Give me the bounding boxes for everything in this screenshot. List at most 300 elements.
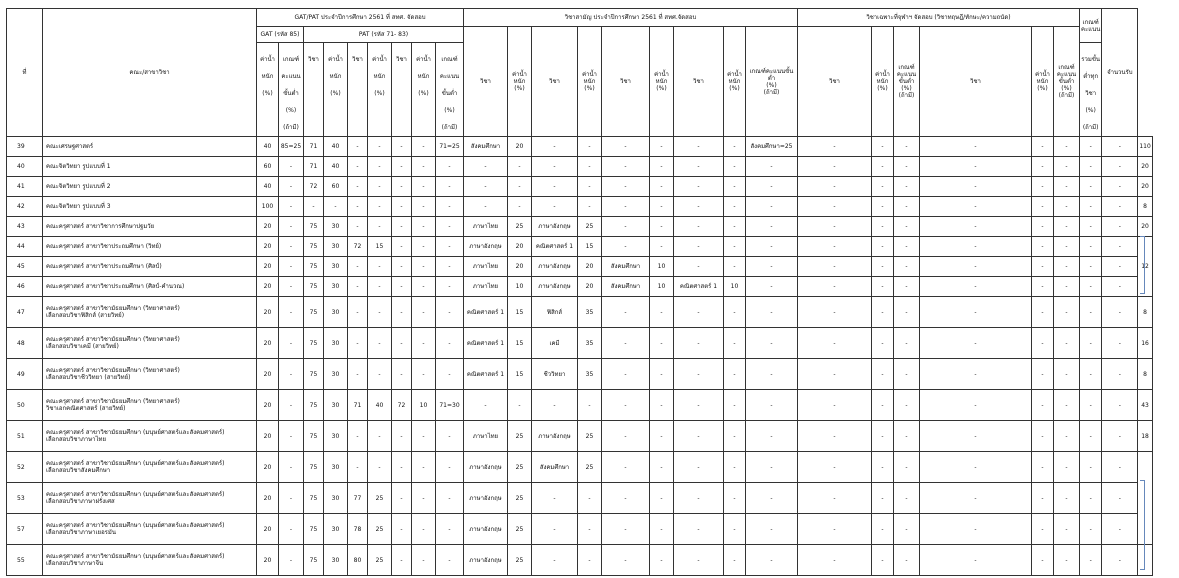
criteria-cell: - bbox=[532, 197, 578, 217]
criteria-cell: - bbox=[798, 157, 872, 177]
criteria-cell: 75 bbox=[304, 452, 324, 483]
criteria-cell: - bbox=[279, 483, 304, 514]
criteria-cell: - bbox=[724, 390, 746, 421]
header-subject: วิชา bbox=[348, 43, 368, 137]
header-min-score: เกณฑ์คะแนนขั้นต่ำ (%) (ถ้ามี) bbox=[1054, 27, 1080, 137]
criteria-cell: - bbox=[464, 197, 508, 217]
criteria-cell: - bbox=[1080, 277, 1102, 297]
criteria-cell: - bbox=[920, 217, 1032, 237]
criteria-cell: - bbox=[1102, 157, 1138, 177]
criteria-cell: - bbox=[920, 137, 1032, 157]
criteria-cell: - bbox=[1102, 137, 1138, 157]
faculty-line: คณะครุศาสตร์ สาขาวิชามัธยมศึกษา (มนุษย์ศาสตร์และสังคมศาสตร์) bbox=[46, 522, 225, 529]
criteria-cell: 25 bbox=[578, 217, 602, 237]
criteria-cell: - bbox=[279, 390, 304, 421]
criteria-cell: - bbox=[920, 483, 1032, 514]
criteria-cell: - bbox=[578, 483, 602, 514]
criteria-cell: - bbox=[1054, 157, 1080, 177]
criteria-cell: - bbox=[368, 359, 392, 390]
criteria-cell: - bbox=[368, 452, 392, 483]
criteria-cell: - bbox=[650, 297, 674, 328]
row-number: 47 bbox=[7, 297, 43, 328]
header-faculty: คณะ/สาขาวิชา bbox=[43, 9, 257, 137]
criteria-cell: - bbox=[1080, 483, 1102, 514]
faculty-line: วิชาเอกคณิตศาสตร์ (สายวิทย์) bbox=[46, 405, 126, 412]
criteria-cell: 25 bbox=[368, 514, 392, 545]
criteria-cell: - bbox=[392, 197, 412, 217]
seats-cell: 20 bbox=[1138, 177, 1152, 197]
table-row bbox=[7, 421, 1153, 452]
criteria-cell: - bbox=[392, 514, 412, 545]
criteria-cell: - bbox=[348, 328, 368, 359]
criteria-cell: - bbox=[392, 217, 412, 237]
seats-cell: 8 bbox=[1138, 197, 1152, 217]
criteria-cell: - bbox=[674, 452, 724, 483]
header-min-score: เกณฑ์คะแนนขั้นต่ำ (%) (ถ้ามี) bbox=[746, 27, 798, 137]
row-number: 50 bbox=[7, 390, 43, 421]
criteria-cell: - bbox=[872, 297, 894, 328]
criteria-cell: 25 bbox=[368, 545, 392, 576]
criteria-cell: - bbox=[1032, 545, 1054, 576]
criteria-cell: - bbox=[746, 237, 798, 257]
criteria-cell: - bbox=[1032, 514, 1054, 545]
criteria-cell: - bbox=[348, 137, 368, 157]
criteria-cell: - bbox=[392, 359, 412, 390]
criteria-cell: - bbox=[920, 452, 1032, 483]
faculty-cell bbox=[43, 545, 257, 576]
criteria-cell: - bbox=[436, 514, 464, 545]
criteria-cell: - bbox=[894, 483, 920, 514]
criteria-cell: - bbox=[508, 197, 532, 217]
criteria-cell: - bbox=[872, 390, 894, 421]
criteria-cell: - bbox=[920, 359, 1032, 390]
criteria-cell: 20 bbox=[578, 277, 602, 297]
criteria-cell: - bbox=[1102, 257, 1138, 277]
criteria-cell: - bbox=[279, 177, 304, 197]
row-number: 49 bbox=[7, 359, 43, 390]
criteria-cell: ภาษาอังกฤษ bbox=[464, 545, 508, 576]
criteria-cell: - bbox=[872, 359, 894, 390]
faculty-cell bbox=[43, 157, 257, 177]
criteria-cell: - bbox=[798, 197, 872, 217]
criteria-cell: - bbox=[674, 328, 724, 359]
table-row bbox=[7, 297, 1153, 328]
criteria-cell: - bbox=[746, 177, 798, 197]
criteria-cell: - bbox=[920, 237, 1032, 257]
criteria-cell: คณิตศาสตร์ 1 bbox=[464, 328, 508, 359]
criteria-cell: - bbox=[324, 197, 348, 217]
criteria-cell: - bbox=[464, 177, 508, 197]
criteria-cell: - bbox=[872, 197, 894, 217]
criteria-cell: - bbox=[872, 514, 894, 545]
criteria-cell: - bbox=[798, 237, 872, 257]
criteria-cell: 60 bbox=[324, 177, 348, 197]
criteria-cell: - bbox=[1032, 257, 1054, 277]
criteria-cell: - bbox=[436, 197, 464, 217]
criteria-cell: ภาษาอังกฤษ bbox=[532, 421, 578, 452]
criteria-cell: - bbox=[724, 359, 746, 390]
criteria-cell: 10 bbox=[650, 277, 674, 297]
criteria-cell: - bbox=[1080, 328, 1102, 359]
header-weight: ค่าน้ำหนัก (%) bbox=[508, 27, 532, 137]
criteria-cell: 75 bbox=[304, 297, 324, 328]
criteria-cell: 71 bbox=[304, 157, 324, 177]
faculty-cell bbox=[43, 217, 257, 237]
header-subject: วิชา bbox=[464, 27, 508, 137]
criteria-cell: 10 bbox=[412, 390, 436, 421]
criteria-cell: 75 bbox=[304, 277, 324, 297]
criteria-cell: 35 bbox=[578, 297, 602, 328]
header-weight: ค่าน้ำหนัก (%) bbox=[650, 27, 674, 137]
criteria-cell: 20 bbox=[257, 390, 279, 421]
criteria-cell: 30 bbox=[324, 514, 348, 545]
header-gatpat-group: GAT/PAT ประจำปีการศึกษา 2561 ที่ สทศ. จัดสอบ bbox=[257, 9, 464, 27]
criteria-cell: 25 bbox=[508, 483, 532, 514]
criteria-cell: 10 bbox=[650, 257, 674, 277]
criteria-cell: - bbox=[724, 297, 746, 328]
criteria-cell: 20 bbox=[257, 359, 279, 390]
faculty-line: คณะครุศาสตร์ สาขาวิชามัธยมศึกษา (มนุษย์ศาสตร์และสังคมศาสตร์) bbox=[46, 460, 225, 467]
header-no: ที่ bbox=[7, 9, 43, 137]
criteria-cell: - bbox=[1032, 217, 1054, 237]
table-row bbox=[7, 197, 1153, 217]
criteria-cell: - bbox=[279, 277, 304, 297]
criteria-cell: - bbox=[894, 328, 920, 359]
criteria-cell: - bbox=[746, 421, 798, 452]
row-number: 42 bbox=[7, 197, 43, 217]
criteria-cell: 35 bbox=[578, 359, 602, 390]
criteria-cell: - bbox=[650, 197, 674, 217]
criteria-cell: - bbox=[746, 483, 798, 514]
header-min-score: เกณฑ์คะแนนขั้นต่ำ (%) (ถ้ามี) bbox=[436, 43, 464, 137]
criteria-cell: - bbox=[894, 545, 920, 576]
faculty-line: คณะครุศาสตร์ สาขาวิชามัธยมศึกษา (มนุษย์ศาสตร์และสังคมศาสตร์) bbox=[46, 429, 225, 436]
criteria-cell: - bbox=[436, 277, 464, 297]
criteria-cell: - bbox=[532, 483, 578, 514]
criteria-cell: - bbox=[436, 452, 464, 483]
criteria-cell: - bbox=[798, 514, 872, 545]
criteria-cell: - bbox=[746, 452, 798, 483]
criteria-cell: - bbox=[746, 328, 798, 359]
header-criteria-group: เกณฑ์คะแนน bbox=[1080, 9, 1102, 43]
criteria-cell: - bbox=[1102, 197, 1138, 217]
header-weight: ค่าน้ำหนัก (%) bbox=[724, 27, 746, 137]
criteria-cell: - bbox=[1032, 421, 1054, 452]
criteria-cell: - bbox=[1032, 390, 1054, 421]
criteria-cell: - bbox=[894, 359, 920, 390]
criteria-cell: คณิตศาสตร์ 1 bbox=[674, 277, 724, 297]
criteria-cell: 77 bbox=[348, 483, 368, 514]
criteria-cell: - bbox=[920, 177, 1032, 197]
table-row bbox=[7, 514, 1153, 545]
criteria-cell: - bbox=[798, 359, 872, 390]
seats-cell: 18 bbox=[1138, 421, 1152, 452]
criteria-cell: - bbox=[674, 483, 724, 514]
criteria-cell: - bbox=[724, 483, 746, 514]
table-row bbox=[7, 257, 1153, 277]
criteria-cell: - bbox=[304, 197, 324, 217]
criteria-cell: 75 bbox=[304, 514, 324, 545]
criteria-cell: - bbox=[348, 421, 368, 452]
faculty-line: คณะครุศาสตร์ สาขาวิชามัธยมศึกษา (วิทยาศาสตร์) bbox=[46, 336, 180, 343]
criteria-cell: - bbox=[1054, 277, 1080, 297]
criteria-cell: - bbox=[436, 217, 464, 237]
criteria-cell: - bbox=[1080, 421, 1102, 452]
criteria-cell: - bbox=[412, 197, 436, 217]
criteria-cell: ภาษาไทย bbox=[464, 217, 508, 237]
criteria-cell: - bbox=[602, 390, 650, 421]
criteria-cell: - bbox=[1080, 545, 1102, 576]
criteria-cell: - bbox=[412, 545, 436, 576]
criteria-cell: - bbox=[532, 545, 578, 576]
criteria-cell: - bbox=[602, 328, 650, 359]
criteria-cell: - bbox=[392, 421, 412, 452]
criteria-cell: - bbox=[436, 297, 464, 328]
criteria-cell: 40 bbox=[324, 157, 348, 177]
seats-cell: 43 bbox=[1138, 390, 1152, 421]
criteria-cell: - bbox=[279, 514, 304, 545]
header-weight: ค่าน้ำหนัก (%) bbox=[412, 43, 436, 137]
criteria-cell: - bbox=[724, 217, 746, 237]
criteria-cell: 25 bbox=[508, 452, 532, 483]
criteria-cell: - bbox=[1102, 452, 1138, 483]
criteria-cell: - bbox=[436, 359, 464, 390]
criteria-cell: - bbox=[392, 277, 412, 297]
seats-group-bracket bbox=[1140, 236, 1145, 294]
criteria-cell: - bbox=[1054, 217, 1080, 237]
faculty-cell bbox=[43, 483, 257, 514]
faculty-line: คณะครุศาสตร์ สาขาวิชามัธยมศึกษา (วิทยาศาสตร์) bbox=[46, 305, 180, 312]
criteria-cell: ภาษาไทย bbox=[464, 257, 508, 277]
criteria-cell: - bbox=[746, 359, 798, 390]
criteria-cell: - bbox=[508, 390, 532, 421]
faculty-line: คณะครุศาสตร์ สาขาวิชาการศึกษาปฐมวัย bbox=[46, 223, 155, 230]
criteria-cell: - bbox=[650, 545, 674, 576]
header-pat: PAT (รหัส 71- 83) bbox=[304, 27, 464, 43]
criteria-cell: - bbox=[1054, 483, 1080, 514]
criteria-cell: - bbox=[392, 137, 412, 157]
faculty-line: คณะจิตวิทยา รูปแบบที่ 1 bbox=[46, 163, 111, 170]
faculty-cell bbox=[43, 514, 257, 545]
table-row bbox=[7, 483, 1153, 514]
criteria-cell: - bbox=[746, 297, 798, 328]
criteria-cell: 78 bbox=[348, 514, 368, 545]
faculty-cell bbox=[43, 328, 257, 359]
header-subject: วิชา bbox=[392, 43, 412, 137]
header-seats: จำนวนรับ bbox=[1102, 9, 1138, 137]
criteria-cell: - bbox=[650, 514, 674, 545]
criteria-cell: - bbox=[464, 157, 508, 177]
criteria-cell: ภาษาอังกฤษ bbox=[464, 514, 508, 545]
criteria-cell: - bbox=[872, 177, 894, 197]
criteria-cell: - bbox=[412, 452, 436, 483]
criteria-cell: - bbox=[368, 177, 392, 197]
criteria-cell: 25 bbox=[508, 545, 532, 576]
criteria-cell: - bbox=[412, 328, 436, 359]
criteria-cell: - bbox=[872, 277, 894, 297]
faculty-line: คณะครุศาสตร์ สาขาวิชาประถมศึกษา (วิทย์) bbox=[46, 243, 162, 250]
criteria-cell: - bbox=[436, 237, 464, 257]
criteria-cell: - bbox=[872, 483, 894, 514]
criteria-cell: - bbox=[872, 328, 894, 359]
table-row bbox=[7, 217, 1153, 237]
criteria-cell: - bbox=[1080, 297, 1102, 328]
row-number: 44 bbox=[7, 237, 43, 257]
criteria-cell: 20 bbox=[257, 217, 279, 237]
criteria-cell: - bbox=[1054, 297, 1080, 328]
criteria-cell: - bbox=[724, 137, 746, 157]
criteria-cell: - bbox=[798, 257, 872, 277]
criteria-cell: - bbox=[798, 390, 872, 421]
criteria-cell: 20 bbox=[257, 277, 279, 297]
table-row bbox=[7, 177, 1153, 197]
criteria-cell: - bbox=[436, 177, 464, 197]
row-number: 40 bbox=[7, 157, 43, 177]
criteria-cell: 75 bbox=[304, 359, 324, 390]
criteria-cell: - bbox=[602, 514, 650, 545]
criteria-cell: - bbox=[1080, 359, 1102, 390]
criteria-cell: - bbox=[1032, 197, 1054, 217]
criteria-cell: - bbox=[1054, 257, 1080, 277]
criteria-cell: - bbox=[348, 452, 368, 483]
criteria-cell: - bbox=[894, 514, 920, 545]
criteria-cell: - bbox=[894, 197, 920, 217]
criteria-cell: - bbox=[894, 137, 920, 157]
criteria-cell: - bbox=[1102, 237, 1138, 257]
criteria-cell: 75 bbox=[304, 257, 324, 277]
criteria-cell: - bbox=[1054, 237, 1080, 257]
criteria-cell: - bbox=[798, 328, 872, 359]
criteria-cell: - bbox=[1032, 177, 1054, 197]
criteria-cell: - bbox=[1032, 237, 1054, 257]
criteria-cell: - bbox=[368, 257, 392, 277]
criteria-cell: - bbox=[412, 514, 436, 545]
criteria-cell: - bbox=[894, 297, 920, 328]
criteria-cell: - bbox=[746, 545, 798, 576]
criteria-cell: - bbox=[602, 452, 650, 483]
criteria-cell: - bbox=[602, 297, 650, 328]
admission-criteria-table-container bbox=[6, 8, 1153, 576]
faculty-line: คณะครุศาสตร์ สาขาวิชามัธยมศึกษา (มนุษย์ศาสตร์และสังคมศาสตร์) bbox=[46, 553, 225, 560]
criteria-cell: 30 bbox=[324, 545, 348, 576]
criteria-cell: - bbox=[348, 197, 368, 217]
faculty-line: คณะเศรษฐศาสตร์ bbox=[46, 143, 94, 150]
criteria-cell: - bbox=[368, 217, 392, 237]
criteria-cell: 15 bbox=[368, 237, 392, 257]
criteria-cell: - bbox=[920, 514, 1032, 545]
criteria-cell: - bbox=[650, 328, 674, 359]
criteria-cell: - bbox=[920, 390, 1032, 421]
criteria-cell: - bbox=[368, 297, 392, 328]
criteria-cell: สังคมศึกษา bbox=[464, 137, 508, 157]
criteria-cell: ภาษาไทย bbox=[464, 421, 508, 452]
admission-criteria-table bbox=[6, 8, 1153, 576]
criteria-cell: - bbox=[412, 137, 436, 157]
criteria-cell: - bbox=[1080, 137, 1102, 157]
faculty-line: เลือกสอบวิชาชีววิทยา (สายวิทย์) bbox=[46, 374, 131, 381]
criteria-cell: 60 bbox=[257, 157, 279, 177]
criteria-cell: - bbox=[650, 137, 674, 157]
criteria-cell: 25 bbox=[508, 514, 532, 545]
criteria-cell: - bbox=[392, 177, 412, 197]
criteria-cell: - bbox=[368, 137, 392, 157]
criteria-cell: - bbox=[650, 390, 674, 421]
criteria-cell: 75 bbox=[304, 390, 324, 421]
criteria-cell: - bbox=[674, 257, 724, 277]
criteria-cell: - bbox=[1102, 177, 1138, 197]
criteria-cell: - bbox=[279, 157, 304, 177]
faculty-line: คณะครุศาสตร์ สาขาวิชามัธยมศึกษา (วิทยาศาสตร์) bbox=[46, 367, 180, 374]
criteria-cell: 20 bbox=[257, 483, 279, 514]
criteria-cell: - bbox=[578, 390, 602, 421]
criteria-cell: - bbox=[368, 328, 392, 359]
criteria-cell: - bbox=[348, 217, 368, 237]
criteria-cell: - bbox=[412, 257, 436, 277]
criteria-cell: - bbox=[578, 545, 602, 576]
criteria-cell: สังคมศึกษา bbox=[602, 277, 650, 297]
criteria-cell: - bbox=[798, 277, 872, 297]
criteria-cell: - bbox=[920, 197, 1032, 217]
criteria-cell: ภาษาอังกฤษ bbox=[464, 237, 508, 257]
criteria-cell: - bbox=[872, 237, 894, 257]
faculty-cell bbox=[43, 237, 257, 257]
criteria-cell: - bbox=[1102, 328, 1138, 359]
table-row bbox=[7, 390, 1153, 421]
criteria-cell: 20 bbox=[257, 328, 279, 359]
criteria-cell: - bbox=[348, 297, 368, 328]
row-number: 48 bbox=[7, 328, 43, 359]
row-number: 53 bbox=[7, 483, 43, 514]
criteria-cell: - bbox=[532, 137, 578, 157]
criteria-cell: - bbox=[798, 217, 872, 237]
criteria-cell: 40 bbox=[257, 137, 279, 157]
criteria-cell: 20 bbox=[257, 514, 279, 545]
criteria-cell: 71=25 bbox=[436, 137, 464, 157]
faculty-cell bbox=[43, 197, 257, 217]
criteria-cell: - bbox=[894, 421, 920, 452]
criteria-cell: 75 bbox=[304, 483, 324, 514]
table-body bbox=[7, 137, 1153, 576]
header-subject: วิชา bbox=[602, 27, 650, 137]
criteria-cell: 30 bbox=[324, 328, 348, 359]
criteria-cell: - bbox=[532, 390, 578, 421]
row-number: 39 bbox=[7, 137, 43, 157]
criteria-cell: - bbox=[392, 237, 412, 257]
criteria-cell: 75 bbox=[304, 217, 324, 237]
criteria-cell: 30 bbox=[324, 390, 348, 421]
criteria-cell: - bbox=[674, 137, 724, 157]
criteria-cell: - bbox=[578, 197, 602, 217]
criteria-cell: - bbox=[894, 257, 920, 277]
criteria-cell: - bbox=[746, 157, 798, 177]
criteria-cell: 20 bbox=[257, 545, 279, 576]
criteria-cell: - bbox=[1054, 545, 1080, 576]
criteria-cell: - bbox=[920, 421, 1032, 452]
criteria-cell: - bbox=[746, 197, 798, 217]
criteria-cell: - bbox=[920, 277, 1032, 297]
criteria-cell: - bbox=[436, 257, 464, 277]
criteria-cell: ภาษาอังกฤษ bbox=[464, 452, 508, 483]
criteria-cell: - bbox=[1102, 483, 1138, 514]
criteria-cell: - bbox=[279, 421, 304, 452]
criteria-cell: - bbox=[602, 421, 650, 452]
criteria-cell: ภาษาอังกฤษ bbox=[532, 217, 578, 237]
criteria-cell: - bbox=[1032, 328, 1054, 359]
criteria-cell: - bbox=[368, 197, 392, 217]
seats-cell: 8 bbox=[1138, 297, 1152, 328]
header-weight: ค่าน้ำหนัก (%) bbox=[578, 27, 602, 137]
criteria-cell: 15 bbox=[508, 297, 532, 328]
